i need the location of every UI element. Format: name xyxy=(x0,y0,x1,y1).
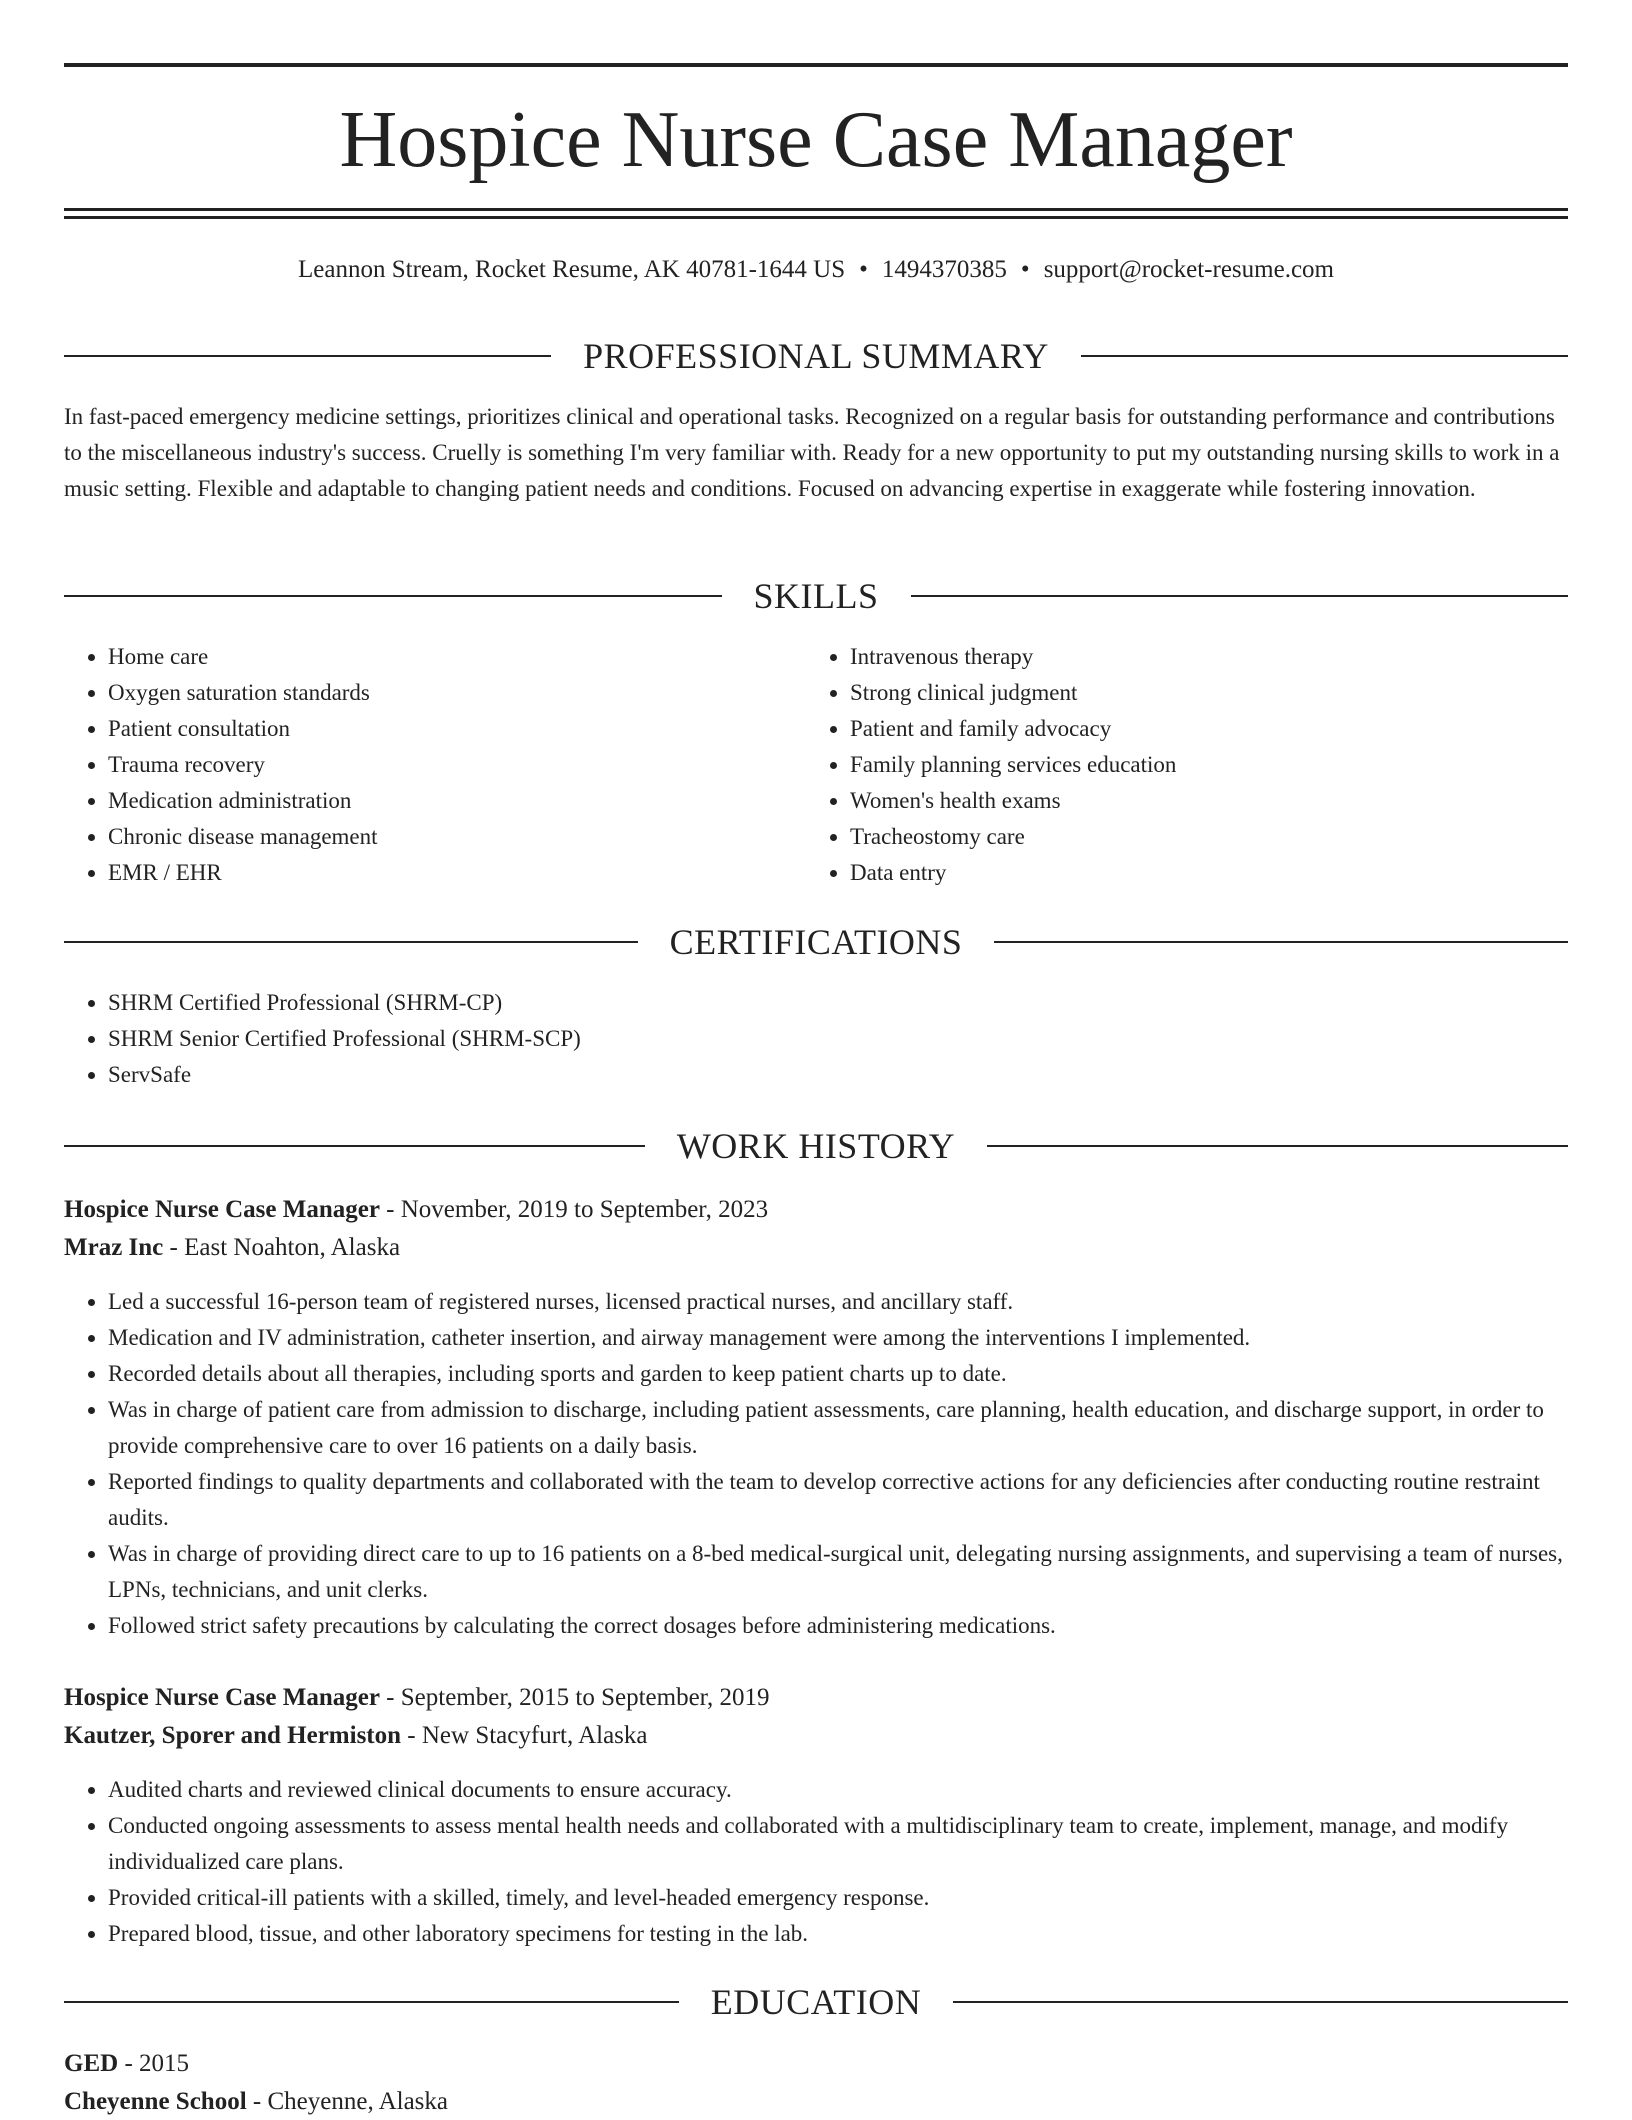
list-item: • Provided critical-ill patients with a skilled, timely, and level-headed emergency response. xyxy=(108,1880,1568,1916)
job-company: Mraz Inc xyxy=(64,1234,164,1261)
list-item: • Patient and family advocacy xyxy=(850,711,1610,747)
summary-text: In fast-paced emergency medicine settings, prioritizes clinical and operational tasks. Recognized on a regular basis for outstanding performance and contributions to the miscellaneous industry's success. Cruelly is something I'm very familiar with. Ready for a new opportunity to put my outstanding nursing skills to work in a music setting. Flexible and adaptable to changing patient needs and conditions. Focused on advancing expertise in exaggerate while fostering innovation. xyxy=(64,404,1560,501)
certifications-list xyxy=(64,985,1568,1093)
job-company: Kautzer, Sporer and Hermiston xyxy=(64,1722,402,1749)
job-bullets xyxy=(64,1772,1568,1952)
list-item: • Trauma recovery xyxy=(108,747,808,783)
list-item: • SHRM Certified Professional (SHRM-CP) xyxy=(108,985,1568,1021)
section-title: EDUCATION xyxy=(710,1982,922,2022)
contact-phone: 1494370385 xyxy=(881,256,1007,283)
section-heading-summary xyxy=(64,334,1568,378)
divider xyxy=(64,941,638,943)
list-item: • Family planning services education xyxy=(850,747,1610,783)
section-heading-certifications xyxy=(64,920,1568,964)
job-title: Hospice Nurse Case Manager xyxy=(64,1684,380,1711)
job-company-line xyxy=(64,1718,1568,1754)
divider xyxy=(911,595,1569,597)
list-item: • Medication administration xyxy=(108,783,808,819)
skills-list-left xyxy=(64,639,808,891)
list-item: • Chronic disease management xyxy=(108,819,808,855)
job-title: Hospice Nurse Case Manager xyxy=(64,1196,380,1223)
section-heading-work-history xyxy=(64,1124,1568,1168)
job-title-line xyxy=(64,1192,1568,1228)
list-item: • Oxygen saturation standards xyxy=(108,675,808,711)
job-dates: - September, 2015 to September, 2019 xyxy=(379,1684,770,1711)
job-location: - New Stacyfurt, Alaska xyxy=(401,1722,648,1749)
divider xyxy=(1081,355,1568,357)
section-title: SKILLS xyxy=(753,576,879,616)
list-item: • Followed strict safety precautions by calculating the correct dosages before administering medications. xyxy=(108,1608,1568,1644)
list-item: • Data entry xyxy=(850,855,1610,891)
job-location: - East Noahton, Alaska xyxy=(163,1234,401,1261)
section-heading-education xyxy=(64,1980,1568,2024)
job-bullets xyxy=(64,1284,1568,1644)
divider xyxy=(994,941,1568,943)
divider xyxy=(64,355,551,357)
section-title: CERTIFICATIONS xyxy=(669,922,963,962)
divider xyxy=(64,595,722,597)
education-location: - Cheyenne, Alaska xyxy=(246,2088,448,2115)
education-degree-line xyxy=(64,2046,1568,2082)
skills-list-right xyxy=(806,639,1610,891)
divider xyxy=(64,1145,645,1147)
contact-separator: • xyxy=(859,256,868,283)
education-year: - 2015 xyxy=(118,2050,190,2077)
job-dates: - November, 2019 to September, 2023 xyxy=(379,1196,769,1223)
list-item: • Reported findings to quality departments and collaborated with the team to develop corrective actions for any deficiencies after conducting routine restraint audits. xyxy=(108,1464,1568,1536)
divider xyxy=(987,1145,1568,1147)
contact-line xyxy=(64,252,1568,288)
list-item: • Recorded details about all therapies, including sports and garden to keep patient charts up to date. xyxy=(108,1356,1568,1392)
divider xyxy=(953,2001,1568,2003)
list-item: • Was in charge of providing direct care to up to 16 patients on a 8-bed medical-surgical unit, delegating nursing assignments, and supervising a team of nurses, LPNs, technicians, and unit clerks. xyxy=(108,1536,1568,1608)
education-degree: GED xyxy=(64,2050,119,2077)
section-title: PROFESSIONAL SUMMARY xyxy=(583,336,1049,376)
page-title: Hospice Nurse Case Manager xyxy=(339,96,1293,184)
list-item: • Audited charts and reviewed clinical documents to ensure accuracy. xyxy=(108,1772,1568,1808)
header-top-rule xyxy=(64,63,1568,67)
list-item: • Was in charge of patient care from admission to discharge, including patient assessments, care planning, health education, and discharge support, in order to provide comprehensive care to over 16 patients on a daily basis. xyxy=(108,1392,1568,1464)
list-item: • Conducted ongoing assessments to assess mental health needs and collaborated with a multidisciplinary team to create, implement, manage, and modify individualized care plans. xyxy=(108,1808,1568,1880)
header-double-rule-upper xyxy=(64,208,1568,211)
list-item: • Home care xyxy=(108,639,808,675)
list-item: • Strong clinical judgment xyxy=(850,675,1610,711)
list-item: • Led a successful 16-person team of registered nurses, licensed practical nurses, and ancillary staff. xyxy=(108,1284,1568,1320)
list-item: • Tracheostomy care xyxy=(850,819,1610,855)
education-school: Cheyenne School xyxy=(64,2088,247,2115)
list-item: • ServSafe xyxy=(108,1057,1568,1093)
job-company-line xyxy=(64,1230,1568,1266)
list-item: • Women's health exams xyxy=(850,783,1610,819)
list-item: • Patient consultation xyxy=(108,711,808,747)
divider xyxy=(64,2001,679,2003)
list-item: • EMR / EHR xyxy=(108,855,808,891)
list-item: • SHRM Senior Certified Professional (SHRM-SCP) xyxy=(108,1021,1568,1057)
contact-separator: • xyxy=(1020,256,1030,283)
section-heading-skills xyxy=(64,574,1568,618)
list-item: • Medication and IV administration, catheter insertion, and airway management were among the interventions I implemented. xyxy=(108,1320,1568,1356)
education-school-line xyxy=(64,2084,1568,2120)
section-title: WORK HISTORY xyxy=(676,1126,956,1166)
job-title-line xyxy=(64,1680,1568,1716)
list-item: • Prepared blood, tissue, and other laboratory specimens for testing in the lab. xyxy=(108,1916,1568,1952)
contact-email[interactable]: support@rocket-resume.com xyxy=(1043,256,1334,283)
list-item: • Intravenous therapy xyxy=(850,639,1610,675)
header-double-rule-lower xyxy=(64,216,1568,219)
contact-address: Leannon Stream, Rocket Resume, AK 40781-1644 US xyxy=(298,256,846,283)
